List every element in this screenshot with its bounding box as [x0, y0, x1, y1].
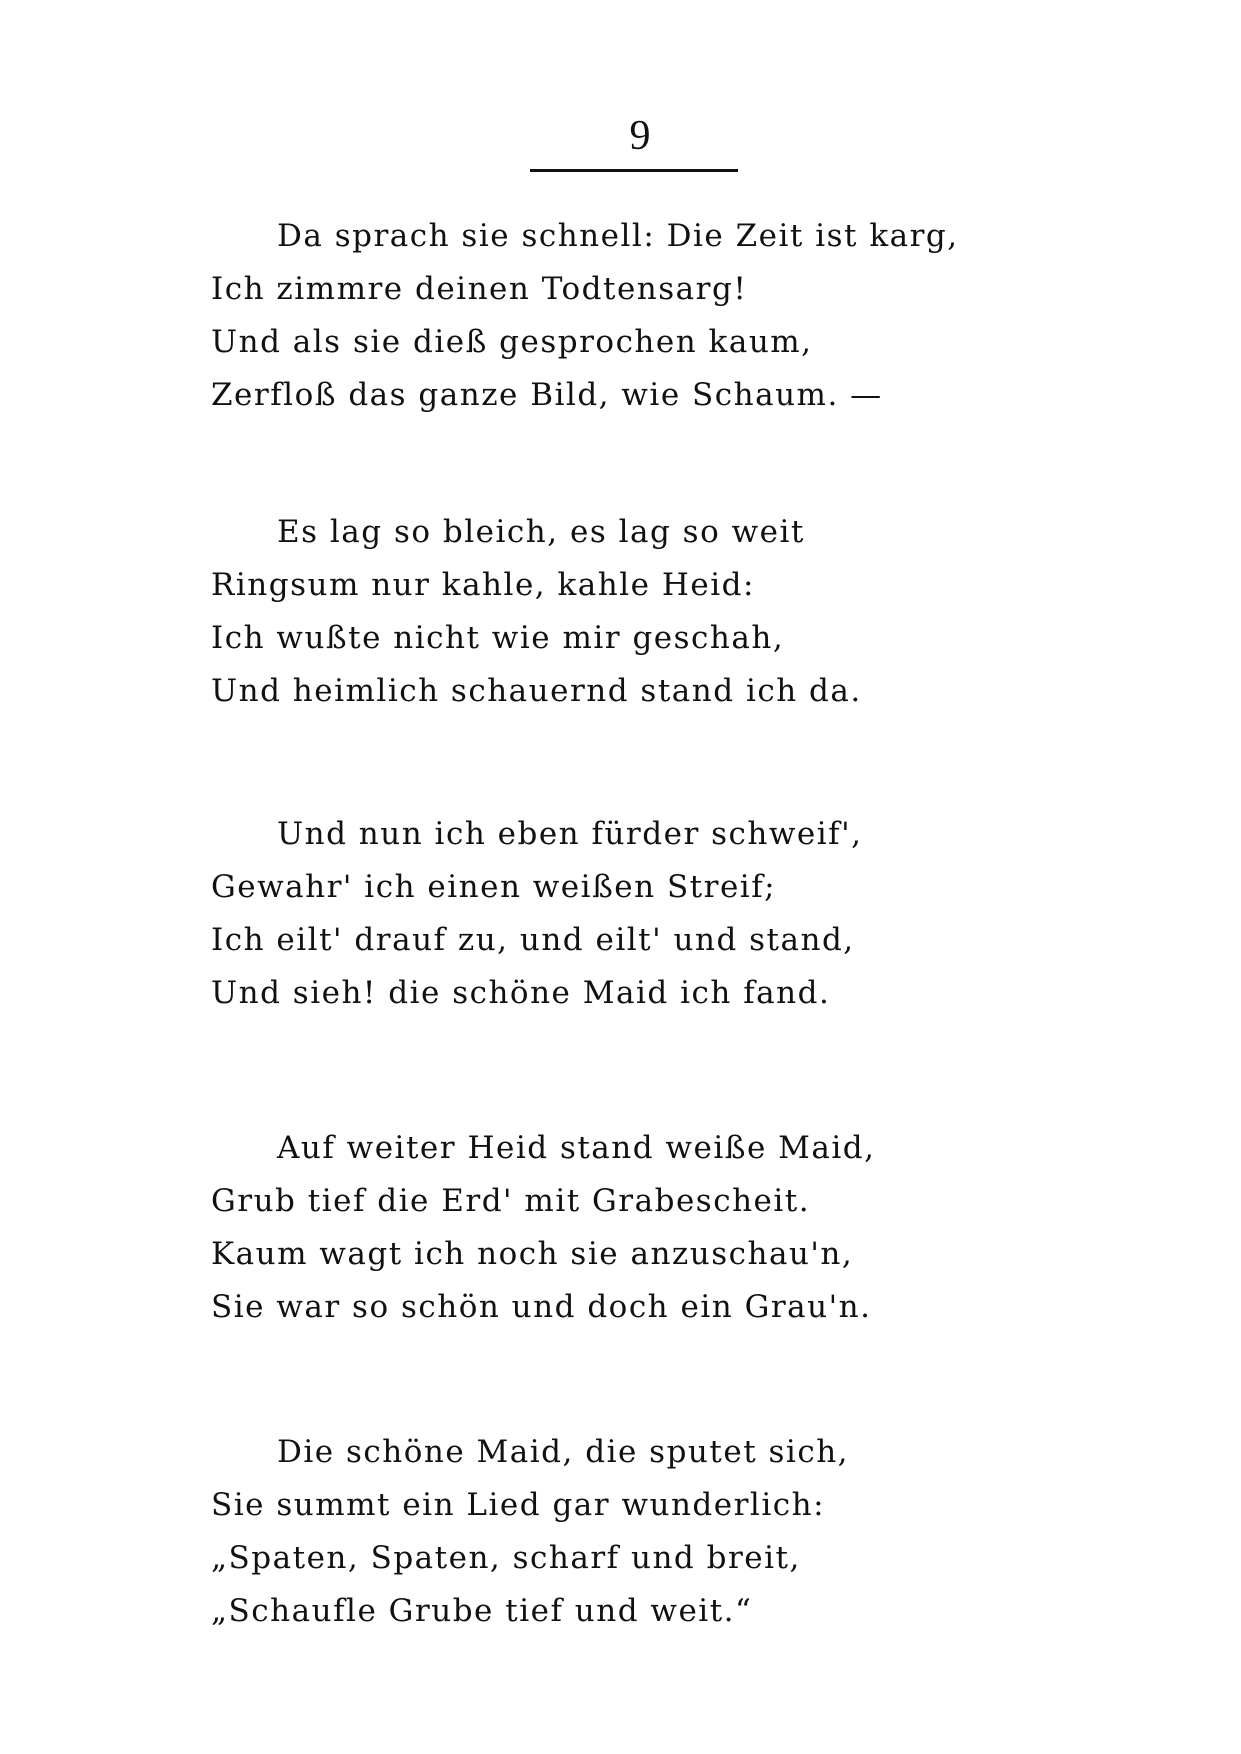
verse-line: Und sieh! die schöne Maid ich fand. [211, 975, 831, 1011]
verse-line: Ringsum nur kahle, kahle Heid: [211, 567, 755, 603]
verse-line: Grub tief die Erd' mit Grabescheit. [211, 1183, 811, 1219]
verse-line: Da sprach sie schnell: Die Zeit ist karg, [277, 218, 959, 254]
verse-line: Ich zimmre deinen Todtensarg! [211, 271, 748, 307]
verse-line: Sie war so schön und doch ein Grau'n. [211, 1289, 872, 1325]
verse-line: Die schöne Maid, die sputet sich, [277, 1434, 850, 1470]
verse-line: Und als sie dieß gesprochen kaum, [211, 324, 813, 360]
stanza [211, 808, 991, 1020]
stanza [211, 1426, 991, 1638]
stanza [211, 506, 991, 718]
verse-line: Ich wußte nicht wie mir geschah, [211, 620, 785, 656]
header-rule [530, 169, 738, 172]
verse-line: Kaum wagt ich noch sie anzuschau'n, [211, 1236, 854, 1272]
page-number: 9 [629, 113, 651, 159]
stanza [211, 210, 991, 422]
verse-line: „Spaten, Spaten, scharf und breit, [211, 1540, 801, 1576]
verse-line: Zerfloß das ganze Bild, wie Schaum. — [211, 377, 883, 413]
verse-line: Auf weiter Heid stand weiße Maid, [277, 1130, 876, 1166]
verse-line: Und nun ich eben fürder schweif', [277, 816, 863, 852]
verse-line: Sie summt ein Lied gar wunderlich: [211, 1487, 826, 1523]
verse-line: Ich eilt' drauf zu, und eilt' und stand, [211, 922, 855, 958]
verse-line: Es lag so bleich, es lag so weit [277, 514, 805, 550]
verse-line: „Schaufle Grube tief und weit.“ [211, 1593, 753, 1629]
stanza [211, 1122, 991, 1334]
verse-line: Gewahr' ich einen weißen Streif; [211, 869, 777, 905]
verse-line: Und heimlich schauernd stand ich da. [211, 673, 862, 709]
